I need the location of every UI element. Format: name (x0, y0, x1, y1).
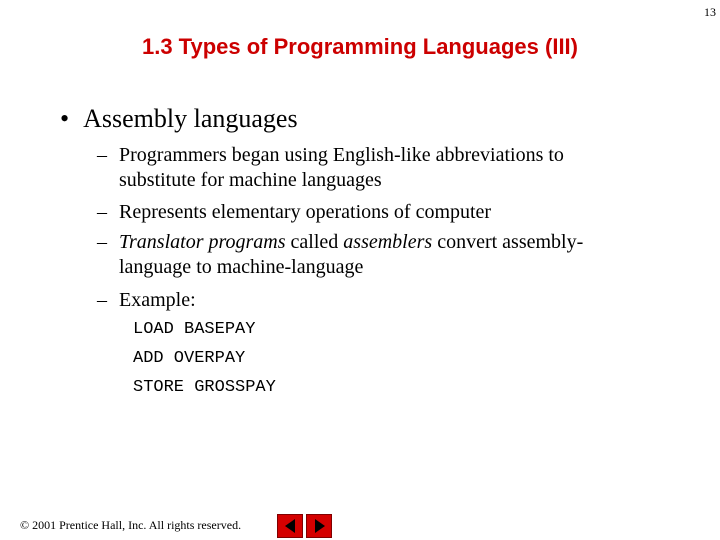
dash-marker: – (97, 201, 107, 223)
sub-bullet-text: Example: (119, 289, 196, 311)
italic-term-translator-programs: Translator programs (119, 231, 286, 253)
code-line: STORE GROSSPAY (133, 378, 276, 397)
bullet-symbol: • (60, 104, 70, 133)
page-number: 13 (704, 5, 716, 19)
sub-bullet-2 (97, 200, 491, 225)
code-line: ADD OVERPAY (133, 349, 246, 368)
previous-slide-button[interactable] (277, 514, 303, 538)
sub-bullet-1 (97, 143, 564, 193)
dash-marker: – (97, 289, 107, 311)
sub-bullet-continuation: substitute for machine languages (119, 169, 382, 191)
sub-bullet-continuation: language to machine-language (119, 256, 364, 278)
triangle-right-icon (315, 519, 325, 533)
sub-bullet-text: Programmers began using English-like abbreviations to (119, 144, 564, 166)
next-slide-button[interactable] (306, 514, 332, 538)
dash-marker: – (97, 231, 107, 253)
triangle-left-icon (285, 519, 295, 533)
copyright-footer: © 2001 Prentice Hall, Inc. All rights reserved. (20, 518, 242, 532)
sub-bullet-text: called (285, 231, 344, 253)
sub-bullet-text: Represents elementary operations of computer (119, 201, 492, 223)
main-bullet (60, 104, 298, 134)
main-bullet-text: Assembly languages (83, 104, 298, 133)
sub-bullet-4 (97, 288, 196, 313)
sub-bullet-text: convert assembly- (432, 231, 584, 253)
italic-term-assemblers: assemblers (343, 231, 433, 253)
code-line: LOAD BASEPAY (133, 320, 256, 339)
slide-title: 1.3 Types of Programming Languages (III) (141, 34, 578, 59)
dash-marker: – (97, 144, 107, 166)
sub-bullet-3 (97, 230, 583, 280)
